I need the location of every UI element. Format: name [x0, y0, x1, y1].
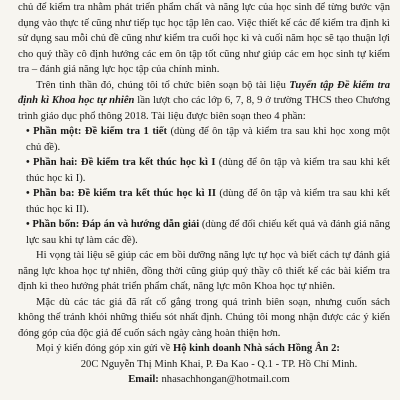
- paragraph-intro: chủ để kiểm tra nhằm phát triển phẩm chất và năng lực của học sinh để từng bước vận dụng vào thực tế cũng như tiếp tục học tập lên cao. Việc thiết kế các để kiểm tra định kì sử dụng sau mỗi chủ đề cũng như kiểm tra cuối học kì và cuối năm học sẽ tạo thuận lợi cho quý thầy cô định hướng các em ôn tập tốt cũng như giúp các em học sinh tự kiểm tra – đánh giá năng lực học tập của chính mình.: [18, 2, 390, 75]
- email-line: [18, 372, 390, 388]
- part-one-item: [18, 124, 390, 155]
- series-text-start: Trên tinh thần đó, chúng tôi tổ chức biên soạn bộ tài liệu: [36, 79, 290, 91]
- book-series-title: Tuyển tập Đề kiểm tra định kì Khoa học tự nhiên: [18, 79, 390, 106]
- contact-line: [18, 341, 390, 357]
- paragraph-hope: Hi vọng tài liệu sẽ giúp các em bồi dưỡng năng lực tự học và biết cách tự đánh giá năng lực khoa học tự nhiên, đồng thời cũng giúp quý thầy cô thiết kế các bài kiểm tra định kì theo hướng phát triển phẩm chất, năng lực môn Khoa học tự nhiên.: [18, 250, 390, 292]
- part-one-desc: (dùng để ôn tập và kiểm tra sau khi học xong một chủ đề).: [26, 126, 390, 153]
- publisher-address: 20C Nguyễn Thị Minh Khai, P. Đa Kao - Q.1 - TP. Hồ Chí Minh.: [80, 358, 358, 370]
- email-link[interactable]: nhasachhongan@hotmail.com: [161, 374, 290, 385]
- series-text-end: lần lượt cho các lớp 6, 7, 8, 9 ở trường THCS theo Chương trình giáo dục phổ thông 2018. Tài liệu được biên soạn theo 4 phần:: [18, 95, 390, 122]
- email-label: Email:: [128, 374, 162, 385]
- part-three-label: • Phần ba: Đề kiểm tra kết thúc học kì II: [26, 188, 217, 199]
- part-two-desc: (dùng để ôn tập và kiểm tra sau khi kết thúc học kì I).: [26, 157, 390, 184]
- paragraph-feedback: Mặc dù các tác giả đã rất cố gắng trong quá trình biên soạn, nhưng cuốn sách không thể tránh khỏi những thiếu sót nhất định. Chúng tôi mong nhận được các ý kiến đóng góp của độc giả để cuốn sách ngày càng hoàn thiện hơn.: [18, 296, 390, 339]
- part-one-label: • Phần một: Đề kiểm tra 1 tiết: [26, 126, 168, 137]
- contact-intro: Mọi ý kiến đóng góp xin gửi về: [36, 343, 173, 354]
- part-four-label: • Phần bốn: Đáp án và hướng dẫn giải: [26, 219, 200, 230]
- paragraph-book-series: [18, 78, 390, 125]
- part-two-label: • Phần hai: Đề kiểm tra kết thúc học kì I: [26, 157, 216, 168]
- publisher-name: Hộ kinh doanh Nhà sách Hồng Ân 2:: [172, 343, 340, 354]
- part-two-item: [18, 155, 390, 186]
- part-three-desc: (dùng để ôn tập và kiểm tra sau khi kết thúc học kì II).: [26, 188, 390, 215]
- part-three-item: [18, 186, 390, 217]
- part-four-desc: (dùng để đối chiếu kết quả và đánh giá năng lực sau khi tự làm các đề).: [26, 219, 390, 246]
- part-four-item: [18, 217, 390, 248]
